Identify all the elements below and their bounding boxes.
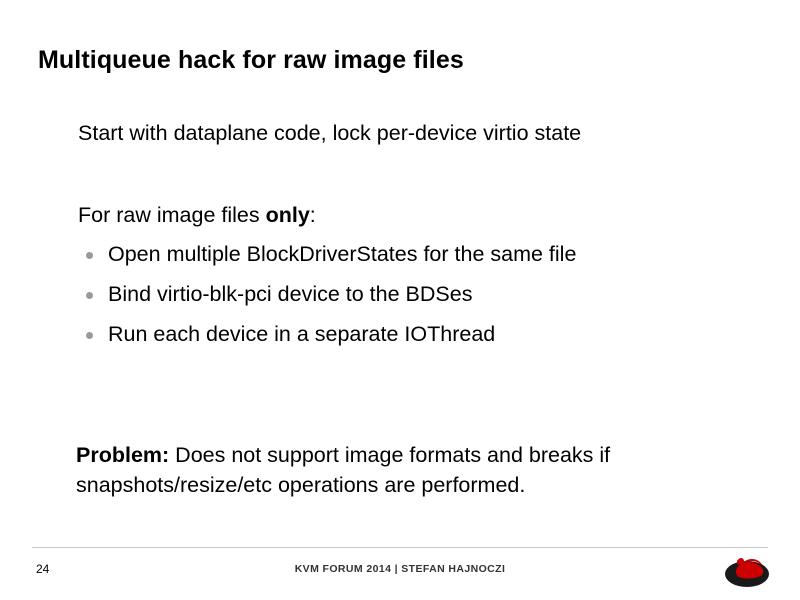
bullet-list [78,240,768,349]
footer-divider [32,547,768,548]
subhead [78,200,768,230]
footer-caption: KVM FORUM 2014 | STEFAN HAJNOCZI [294,563,506,575]
problem-note [76,440,776,500]
list-item [78,280,768,309]
list-item-label: Run each device in a separate IOThread [108,322,496,346]
spacer [78,148,768,200]
page-title: Multiqueue hack for raw image files [38,46,464,74]
bullet-dot-icon [86,252,93,259]
list-item [78,320,768,349]
problem-text: Does not support image formats and breaks if snapshots/resize/etc operations are performed. [76,443,611,497]
page-number: 24 [36,562,50,576]
subhead-emphasis: only [265,203,310,227]
bullet-dot-icon [86,292,93,299]
list-item-label: Open multiple BlockDriverStates for the same file [108,242,577,266]
slide-body [78,118,768,360]
bullet-dot-icon [86,332,93,339]
problem-label: Problem: [76,443,170,467]
red-hat-logo-icon [724,548,770,588]
list-item [78,240,768,269]
list-item-label: Bind virtio-blk-pci device to the BDSes [108,282,473,306]
subhead-prefix: For raw image files [78,203,266,227]
lead-text: Start with dataplane code, lock per-device virtio state [78,121,582,145]
subhead-suffix: : [309,203,316,227]
